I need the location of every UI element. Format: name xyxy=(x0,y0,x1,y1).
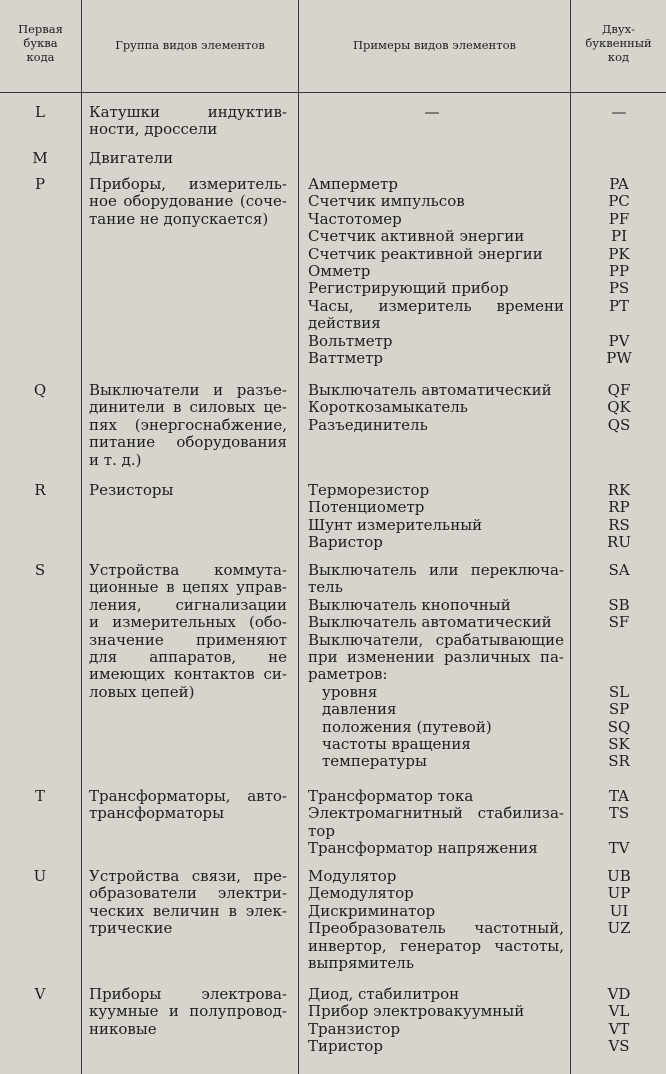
header-line: код xyxy=(607,50,630,64)
example-line: положения (путевой) xyxy=(322,717,492,736)
group-line: питание оборудования xyxy=(89,433,287,452)
group-line: куумные и полупровод- xyxy=(89,1002,287,1021)
first-letter-cell: Q xyxy=(33,381,47,399)
group-line: ловых цепей) xyxy=(89,682,195,701)
code-value: PW xyxy=(606,348,632,367)
group-cell xyxy=(89,986,287,1038)
example-line: Диод, стабилитрон xyxy=(308,985,460,1003)
code-cell xyxy=(572,482,666,552)
example-line: Ваттметр xyxy=(308,349,384,368)
example-line: Омметр xyxy=(308,262,371,281)
example-line: Терморезистор xyxy=(308,481,430,499)
first-letter-cell: P xyxy=(34,175,46,193)
group-cell xyxy=(89,868,287,938)
example-line: давления xyxy=(322,700,397,719)
header-line: буквенный xyxy=(585,36,652,50)
code-value: UP xyxy=(607,884,631,903)
example-line: температуры xyxy=(322,752,427,771)
group-line: Катушки индуктив- xyxy=(89,103,287,121)
example-line: Счетчик реактивной энергии xyxy=(308,244,543,263)
code-value: TV xyxy=(608,839,630,858)
examples-cell xyxy=(308,868,564,972)
header-line: Первая xyxy=(18,22,63,36)
code-cell xyxy=(572,382,666,434)
column-divider xyxy=(298,0,299,1074)
group-line: и т. д.) xyxy=(89,450,142,469)
example-line: Трансформатор тока xyxy=(308,787,474,805)
example-line: тель xyxy=(308,578,343,597)
code-value xyxy=(572,632,666,649)
example-line: Выключатель кнопочный xyxy=(308,595,511,614)
first-letter-cell: T xyxy=(34,787,45,805)
example-line: Трансформатор напряжения xyxy=(308,839,538,858)
code-value xyxy=(572,315,666,332)
group-line: пях (энергоснабжение, xyxy=(89,415,287,434)
example-line: Модулятор xyxy=(308,867,397,885)
code-value xyxy=(572,666,666,683)
code-value xyxy=(572,938,666,955)
group-cell xyxy=(89,176,287,228)
example-line: Амперметр xyxy=(308,175,398,193)
code-value: PT xyxy=(608,296,630,315)
examples-cell xyxy=(308,176,564,367)
code-value: QK xyxy=(607,398,631,417)
first-letter-cell: V xyxy=(34,985,46,1003)
code-value: SA xyxy=(608,561,630,579)
code-value: — xyxy=(611,103,627,121)
example-line: выпрямитель xyxy=(308,954,414,973)
header-line: Двух- xyxy=(602,22,635,36)
example-line: Преобразователь частотный, xyxy=(308,919,564,938)
group-cell xyxy=(89,150,287,167)
group-line: трансформаторы xyxy=(89,804,225,823)
example-line: раметров: xyxy=(308,665,388,684)
code-value: RP xyxy=(608,498,630,517)
example-line: Электромагнитный стабилиза- xyxy=(308,804,564,823)
code-value: PP xyxy=(608,261,630,280)
group-cell xyxy=(89,104,287,139)
code-cell xyxy=(572,868,666,972)
group-line: Устройства коммута- xyxy=(89,561,287,579)
column-divider xyxy=(81,0,82,1074)
group-line: трические xyxy=(89,919,173,938)
group-cell xyxy=(89,788,287,823)
code-value: VS xyxy=(608,1037,630,1056)
header-line: кода xyxy=(26,50,55,64)
example-line: Потенциометр xyxy=(308,498,425,517)
examples-cell xyxy=(308,986,564,1056)
first-letter-cell: S xyxy=(34,561,46,579)
group-cell xyxy=(89,562,287,701)
code-value xyxy=(572,955,666,972)
code-value: RS xyxy=(608,515,630,534)
examples-cell xyxy=(308,104,564,121)
code-value: PI xyxy=(610,227,628,246)
example-line: Счетчик импульсов xyxy=(308,192,465,211)
header-group: Группа видов элементов xyxy=(115,38,265,52)
code-value: PV xyxy=(608,331,630,350)
code-value: PF xyxy=(608,209,630,228)
code-value: RK xyxy=(607,481,631,499)
header-divider xyxy=(0,92,666,93)
code-value: PA xyxy=(609,175,629,193)
group-line: Устройства связи, пре- xyxy=(89,867,287,885)
code-value: QF xyxy=(607,381,631,399)
group-line: Выключатели и разъе- xyxy=(89,381,287,399)
example-line: Шунт измерительный xyxy=(308,515,483,534)
examples-cell xyxy=(308,788,564,858)
group-line: имеющих контактов си- xyxy=(89,665,287,684)
examples-cell xyxy=(308,562,564,771)
example-line: тор xyxy=(308,821,335,840)
group-line: и измерительных (обо- xyxy=(89,613,287,632)
group-line: значение применяют xyxy=(89,630,287,649)
example-line: Демодулятор xyxy=(308,884,414,903)
code-value: SB xyxy=(608,595,630,614)
code-value: SF xyxy=(608,613,630,632)
code-value xyxy=(572,579,666,596)
code-value: PC xyxy=(608,192,630,211)
example-line: Варистор xyxy=(308,533,383,552)
group-line: ное оборудование (соче- xyxy=(89,192,287,211)
group-line: Трансформаторы, авто- xyxy=(89,787,287,805)
code-value: PK xyxy=(608,244,630,263)
code-value: UB xyxy=(607,867,631,885)
group-line: тание не допускается) xyxy=(89,209,269,228)
code-value xyxy=(572,649,666,666)
code-cell xyxy=(572,788,666,858)
example-line: Вольтметр xyxy=(308,331,393,350)
column-divider xyxy=(570,0,571,1074)
first-letter-cell: L xyxy=(35,103,45,121)
example-line: инвертор, генератор частоты, xyxy=(308,936,564,955)
example-line: при изменении различных па- xyxy=(308,648,564,667)
examples-cell xyxy=(308,382,564,434)
code-value: TS xyxy=(608,804,630,823)
group-line: никовые xyxy=(89,1019,157,1038)
example-line: уровня xyxy=(322,682,378,701)
code-cell xyxy=(572,104,666,121)
code-cell xyxy=(572,176,666,367)
group-line: ности, дроссели xyxy=(89,120,218,139)
code-value xyxy=(572,823,666,840)
example-line: действия xyxy=(308,314,381,333)
example-line: Дискриминатор xyxy=(308,901,436,920)
code-value: SK xyxy=(608,734,630,753)
example-line: Короткозамыкатель xyxy=(308,398,468,417)
code-value: SP xyxy=(608,700,630,719)
header-two-letter-code xyxy=(571,22,666,64)
code-value: TA xyxy=(608,787,630,805)
group-line: динители в силовых це- xyxy=(89,398,287,417)
group-line: образователи электри- xyxy=(89,884,287,903)
code-value: UZ xyxy=(607,919,631,938)
example-line: Выключатели, срабатывающие xyxy=(308,630,564,649)
code-cell xyxy=(572,562,666,771)
header-line: буква xyxy=(23,36,58,50)
code-value: VD xyxy=(607,985,631,1003)
code-value: SL xyxy=(608,682,630,701)
group-cell xyxy=(89,382,287,469)
example-line: Разъединитель xyxy=(308,415,428,434)
example-line: Регистрирующий прибор xyxy=(308,279,509,298)
example-line: Тиристор xyxy=(308,1037,383,1056)
group-line: ления, сигнализации xyxy=(89,595,287,614)
code-value: RU xyxy=(607,533,631,552)
header-examples: Примеры видов элементов xyxy=(353,38,516,52)
code-cell xyxy=(572,986,666,1056)
example-line: Выключатель или переключа- xyxy=(308,561,564,579)
code-value: VL xyxy=(608,1002,630,1021)
example-line: частоты вращения xyxy=(322,735,471,754)
group-line: для аппаратов, не xyxy=(89,648,287,667)
header-first-letter xyxy=(0,22,81,64)
code-value: UI xyxy=(609,901,629,920)
group-line: ческих величин в элек- xyxy=(89,901,287,920)
example-line: Выключатель автоматический xyxy=(308,613,552,632)
group-cell xyxy=(89,482,287,499)
group-line: ционные в цепях управ- xyxy=(89,578,287,597)
group-line: Двигатели xyxy=(89,149,174,167)
examples-cell xyxy=(308,482,564,552)
first-letter-cell: U xyxy=(33,867,47,885)
code-value: QS xyxy=(607,415,631,434)
group-line: Резисторы xyxy=(89,481,174,499)
code-value: SR xyxy=(608,752,630,771)
example-line: Часы, измеритель времени xyxy=(308,296,564,315)
code-value: PS xyxy=(608,279,630,298)
first-letter-cell: M xyxy=(32,149,48,167)
example-line: — xyxy=(424,103,440,121)
first-letter-cell: R xyxy=(34,481,46,499)
group-line: Приборы электрова- xyxy=(89,985,287,1003)
example-line: Прибор электровакуумный xyxy=(308,1002,525,1021)
group-line: Приборы, измеритель- xyxy=(89,175,287,193)
code-value: VT xyxy=(608,1019,630,1038)
example-line: Частотомер xyxy=(308,209,402,228)
code-value: SQ xyxy=(607,717,631,736)
example-line: Выключатель автоматический xyxy=(308,381,552,399)
example-line: Счетчик активной энергии xyxy=(308,227,525,246)
example-line: Транзистор xyxy=(308,1019,401,1038)
